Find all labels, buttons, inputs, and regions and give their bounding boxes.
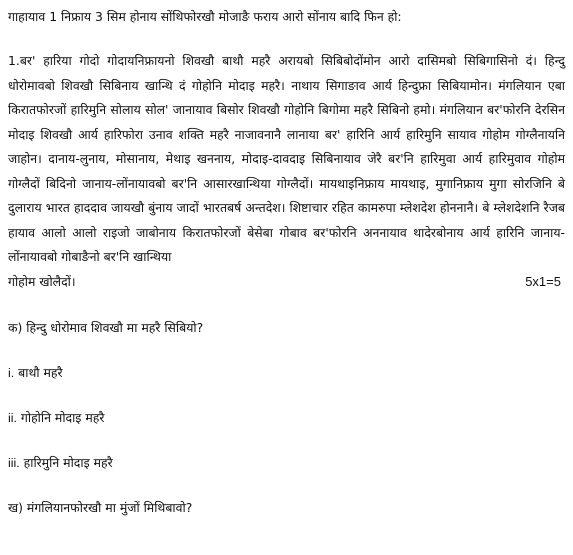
option-ii xyxy=(8,408,565,428)
option-text: बाथौ महरै xyxy=(18,365,63,380)
question-a: क) हिन्दु धोरोमाव शिवखौ मा महरै सिबियो? xyxy=(8,320,204,335)
option-iii xyxy=(8,453,565,473)
passage-last-line xyxy=(8,270,561,295)
option-number: iii. xyxy=(8,456,20,470)
option-i xyxy=(8,363,565,383)
option-text: गोहोनि मोदाइ महरै xyxy=(20,410,105,425)
option-text: हारिमुनि मोदाइ महरै xyxy=(23,455,113,470)
passage-closing-text: गोहोम खोलैदों। xyxy=(8,273,76,289)
marks-label: 5x1=5 xyxy=(525,273,561,289)
passage-text: 1.बर' हारिया गोदो गोदायनिफ्रायनो शिवखौ बाथौ महरै अरायबो सिबिबोदोंमोन आरो दासिमबो सिबिगासिनो दं। हिन्दु धोरोमावबो शिवखौ सिबिनाय खान्थि दं गोहोनि मोदाइ महरै। नाथाय सिगाङाव आर्य हिन्दुफ्रा सिबियामोन। मंगलियान एबा किरातफोरजों हारिमुनि सोलाय सोल' जानायाव बिसोर शिवखौ गोहोनि बिगोमा महरै सिबिनो हमो। मंगलियान बर'फोरनि देरसिन मोदाइ शिवखौ आर्य हारिफोरा उनाव शक्ति महरै नाजावनानै लानाया बर' हारिनि आर्य हारिमुनि सायाव गोहोम गोग्लैनायनि जाहोन। दानाय-लुनाय, मोसानाय, मेथाइ खननाय, मोदाइ-दावदाइ सिबिनायाव जेरै बर'नि हारिमुवा आर्य हारिमुवाव गोहोम गोग्लैदों बिदिनो जानाय-लोंनायावबो बर'नि आसारखान्थिया गोग्लैदों। मायथाइनिफ्राय मायथाइ, मुगानिफ्राय मुगा सोरजिनि बे दुलाराय भारत हाददाव जायखौ बुंनाय जादों भारतबर्ष अन्तदेश। शिष्टाचार रहित कामरुपा म्लेशदेश होननानै। बे म्लेशदेशनि रैजब हायाव आलो आलो राइजो जाबोनाय किरातफोरजों बेसेबा गोबाव बर'फोरनि अननायाव थादेरबोनाय आर्य हारिनि जानाय-लोंनायावबो गोबाङैनो बर'नि खान्थिया xyxy=(8,53,565,264)
question-b: ख) मंगलियानफोरखौ मा मुंजों मिथिबावो? xyxy=(8,500,193,515)
instruction-text: गाहायाव 1 निफ्राय 3 सिम होनाय सोंथिफोरखौ मोजाङै फराय आरो सोंनाय बादि फिन हो: xyxy=(8,9,402,24)
option-number: i. xyxy=(8,366,15,380)
option-number: ii. xyxy=(8,411,17,425)
